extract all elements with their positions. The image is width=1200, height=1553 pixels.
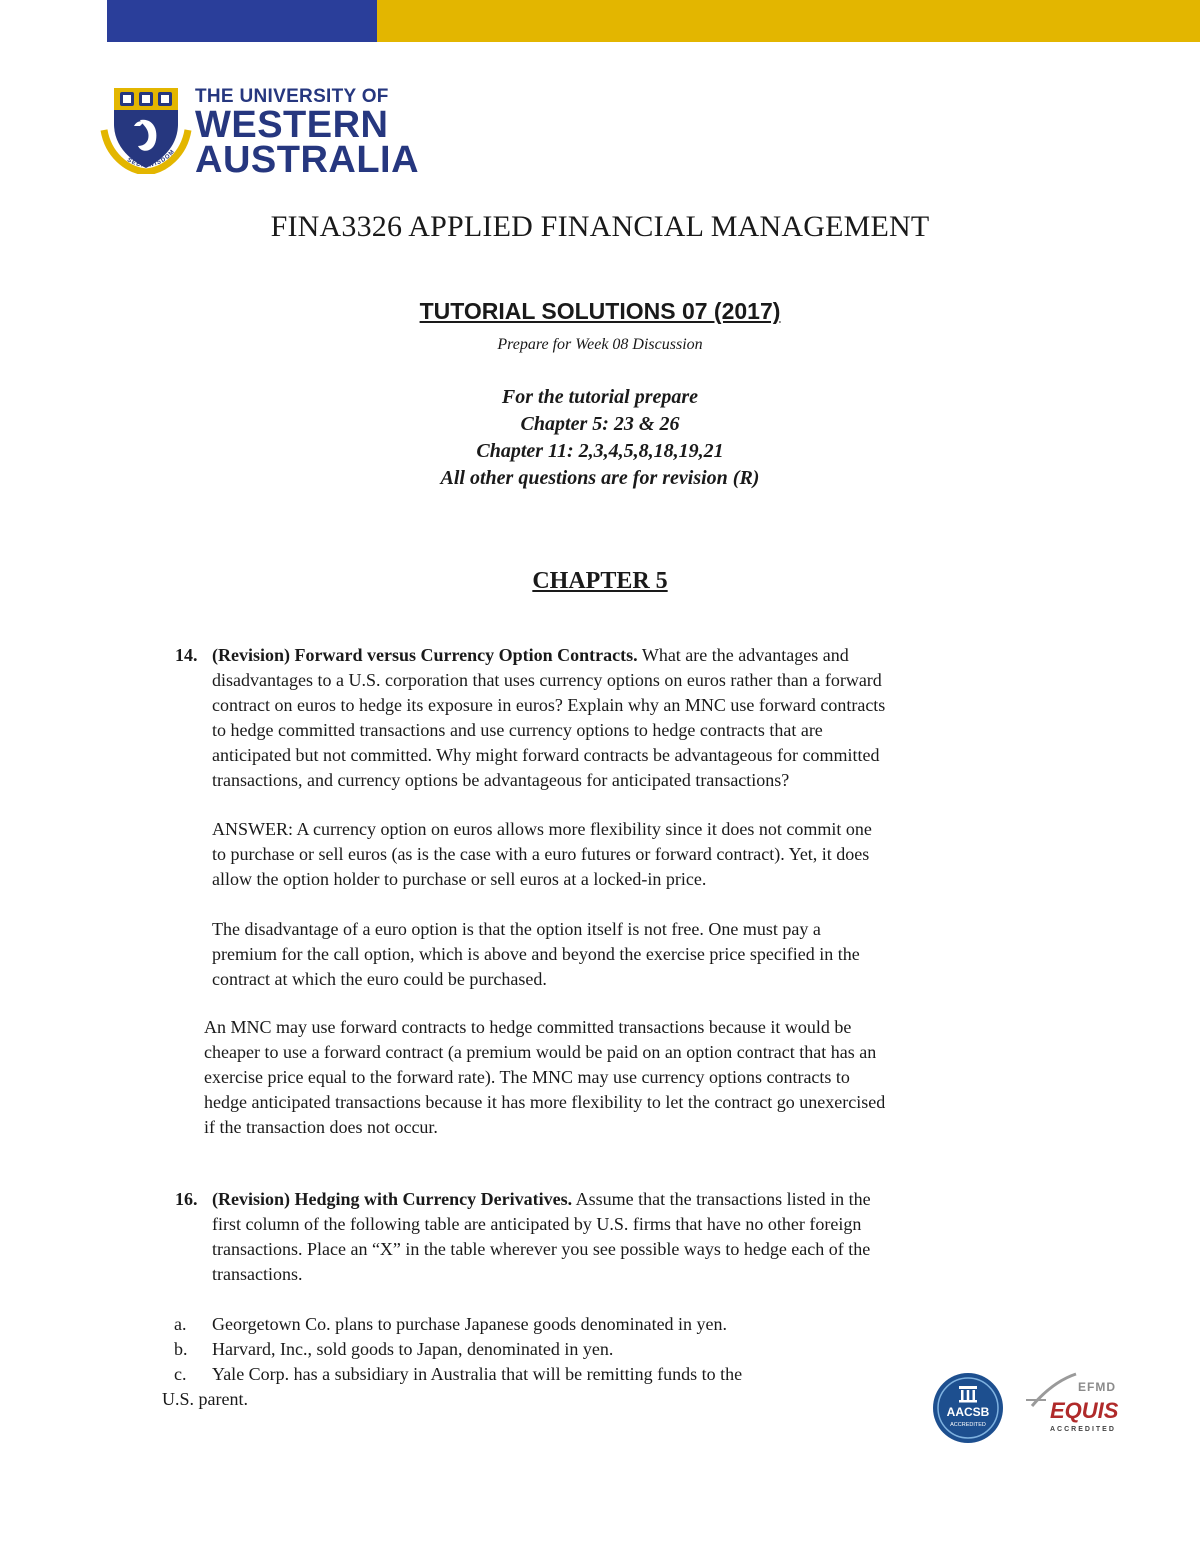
list-item-text: Georgetown Co. plans to purchase Japanese goods denominated in yen. (212, 1314, 728, 1334)
wordmark-line-2: WESTERN (195, 104, 389, 146)
equis-accredited-label: ACCREDITED (1050, 1426, 1116, 1433)
question-line: What are the advantages and (641, 645, 849, 665)
answer-line: premium for the call option, which is above and beyond the exercise price specified in the (212, 944, 860, 964)
wordmark-line-3: AUSTRALIA (195, 139, 420, 181)
question-title: (Revision) Forward versus Currency Option Contracts. (212, 645, 638, 665)
answer-line: allow the option holder to purchase or sell euros at a locked-in price. (212, 869, 707, 889)
header-blue-band (107, 0, 377, 42)
list-item-letter: c. (174, 1364, 187, 1384)
prepare-line: All other questions are for revision (R) (440, 467, 760, 489)
aacsb-sub: ACCREDITED (950, 1422, 986, 1428)
list-item-letter: a. (174, 1314, 187, 1334)
university-wordmark (195, 86, 420, 181)
efmd-label: EFMD (1078, 1380, 1116, 1394)
question-line: contract on euros to hedge its exposure in euros? Explain why an MNC use forward contracts (212, 695, 886, 715)
question-line: to hedge committed transactions and use currency options to hedge contracts that are (212, 720, 823, 740)
prepare-line: For the tutorial prepare (501, 386, 699, 408)
answer-paragraph-3 (204, 1015, 885, 1140)
question-line: transactions, and currency options be advantageous for anticipated transactions? (212, 770, 790, 790)
answer-paragraph-2 (212, 917, 860, 992)
answer-line: An MNC may use forward contracts to hedge committed transactions because it would be (204, 1017, 852, 1037)
answer-line: to purchase or sell euros (as is the case with a euro futures or forward contract). Yet, it does (212, 844, 870, 864)
list-item-continuation: U.S. parent. (162, 1389, 248, 1409)
question-number: 16. (175, 1189, 198, 1209)
answer-line: hedge anticipated transactions because it has more flexibility to let the contract go unexercised (204, 1092, 886, 1112)
list-item-text: Harvard, Inc., sold goods to Japan, denominated in yen. (212, 1339, 614, 1359)
svg-text:SEEK WISDOM: SEEK WISDOM (125, 148, 177, 170)
answer-line: The disadvantage of a euro option is that the option itself is not free. One must pay a (212, 919, 821, 939)
tutorial-title: TUTORIAL SOLUTIONS 07 (2017) (419, 298, 781, 324)
university-logo (100, 82, 420, 181)
question-16 (175, 1187, 1032, 1287)
prepare-line: Chapter 11: 2,3,4,5,8,18,19,21 (476, 440, 724, 462)
tutorial-subtitle: Prepare for Week 08 Discussion (497, 336, 703, 353)
uwa-crest-icon (100, 82, 192, 174)
answer-line: ANSWER: A currency option on euros allows more flexibility since it does not commit one (212, 819, 872, 839)
chapter-heading: CHAPTER 5 (532, 568, 668, 594)
question-text (212, 1187, 1032, 1287)
aacsb-text: AACSB (946, 1405, 990, 1419)
equis-accreditation-badge (1024, 1370, 1134, 1442)
wordmark-line-1: THE UNIVERSITY OF (195, 86, 389, 107)
answer-line: cheaper to use a forward contract (a premium would be paid on an option contract that has an (204, 1042, 877, 1062)
preparation-list (0, 384, 1200, 492)
question-line: first column of the following table are anticipated by U.S. firms that have no other foreign (212, 1214, 862, 1234)
question-14 (175, 643, 1032, 793)
question-text (212, 643, 1032, 793)
answer-paragraph-1 (212, 817, 872, 892)
course-title: FINA3326 APPLIED FINANCIAL MANAGEMENT (270, 210, 930, 243)
list-item-letter: b. (174, 1339, 188, 1359)
question-title: (Revision) Hedging with Currency Derivatives. (212, 1189, 573, 1209)
question-line: disadvantages to a U.S. corporation that uses currency options on euros rather than a forward (212, 670, 882, 690)
prepare-line: Chapter 5: 23 & 26 (520, 413, 680, 435)
question-line: transactions. (212, 1264, 303, 1284)
answer-line: exercise price equal to the forward rate). The MNC may use currency options contracts to (204, 1067, 850, 1087)
header-gold-band (377, 0, 1200, 42)
answer-line: contract at which the euro could be purchased. (212, 969, 547, 989)
question-line: Assume that the transactions listed in the (575, 1189, 871, 1209)
equis-label: EQUIS (1050, 1398, 1119, 1423)
aacsb-accreditation-badge (932, 1372, 1004, 1444)
list-item-text: Yale Corp. has a subsidiary in Australia that will be remitting funds to the (212, 1364, 743, 1384)
answer-line: if the transaction does not occur. (204, 1117, 438, 1137)
question-line: anticipated but not committed. Why might forward contracts be advantageous for committed (212, 745, 880, 765)
question-line: transactions. Place an “X” in the table wherever you see possible ways to hedge each of the (212, 1239, 871, 1259)
header-color-bar (107, 0, 1200, 42)
question-number: 14. (175, 645, 198, 665)
